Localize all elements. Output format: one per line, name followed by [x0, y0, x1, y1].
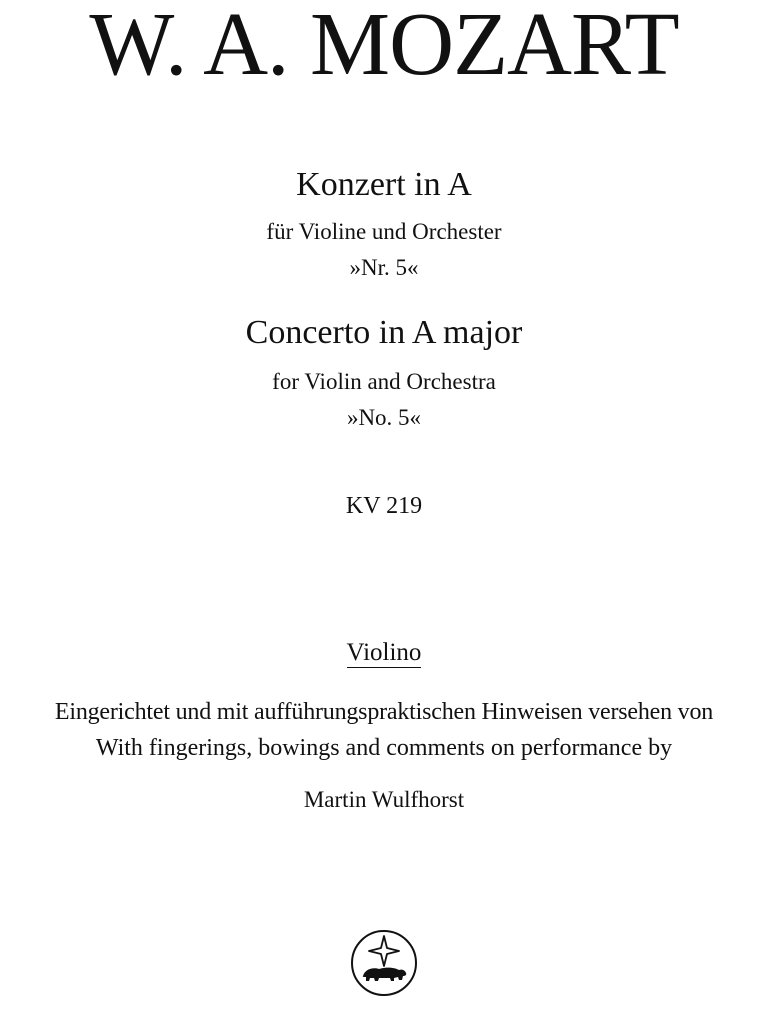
part-name-label: Violino: [346, 639, 422, 666]
number-german: »Nr. 5«: [349, 255, 419, 280]
catalogue-number: KV 219: [345, 493, 423, 519]
composer-name: W. A. MOZART: [89, 0, 679, 94]
credit-english: With fingerings, bowings and comments on performance by: [95, 735, 673, 761]
credit-german: Eingerichtet und mit aufführungspraktischen Hinweisen versehen von: [54, 699, 714, 725]
part-name: [0, 640, 768, 665]
subtitle-german: für Violine und Orchester: [266, 219, 502, 244]
title-english: Concerto in A major: [245, 314, 523, 351]
bear-with-star-emblem-icon: [349, 928, 419, 998]
number-english: »No. 5«: [346, 405, 422, 430]
editor-name: Martin Wulfhorst: [303, 787, 465, 812]
title-german: Konzert in A: [296, 166, 472, 203]
subtitle-english: for Violin and Orchestra: [272, 369, 496, 394]
